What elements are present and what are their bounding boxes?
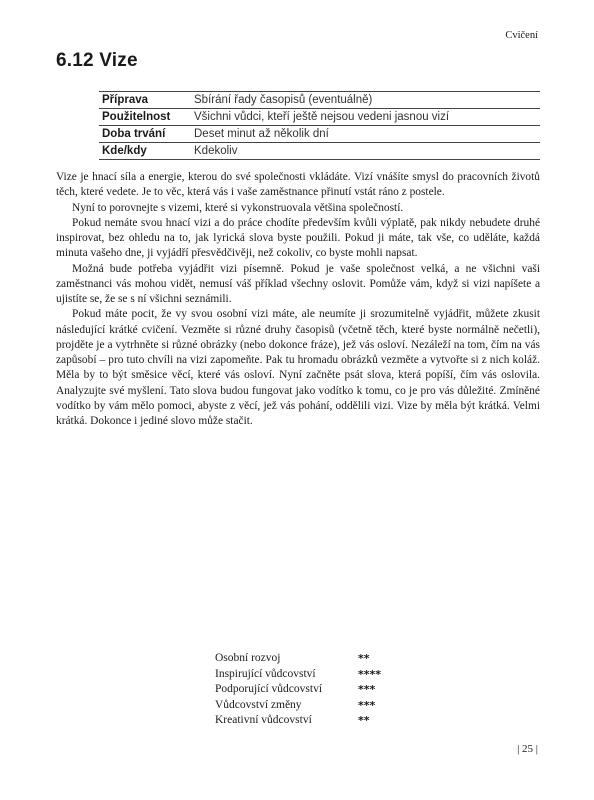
info-row-where-when <box>99 143 540 160</box>
body-text <box>56 170 540 429</box>
info-key: Kde/kdy <box>102 145 147 157</box>
paragraph: Pokud máte pocit, že vy svou osobní vizi máte, ale neumíte ji srozumitelně vyjádřit, můžete zkusit následující krátké cvičení. Vezměte si různé druhy časopisů (včetně těch, které byste normálně nečetli), projděte je a vytrhněte si různé obrázky (nebo dokonce fráze), jež vás osloví. Nezáleží na tom, čím na vás zapůsobí – pro tuto chvíli na vizi zapomeňte. Pak tu hromadu obrázků vezměte a vytvořte si z nich koláž. Měla by to být směsice věcí, které vás osloví. Nyní začněte psát slova, která popíší, čím vás oslovila. Analyzujte své myšlení. Tato slova budou fungovat jako vodítko k tomu, co je pro vás důležité. Zmíněné vodítko by vám mělo pomoci, abyste z věcí, jež vás pohání, oddělili vizi. Vize by měla být krátká. Velmi krátká. Dokonce i jediné slovo může stačit. <box>56 308 540 427</box>
rating-stars: ** <box>358 714 370 727</box>
page-number: | 25 | <box>517 743 538 755</box>
chapter-title: 6.12 Vize <box>56 50 138 71</box>
paragraph: Nyní to porovnejte s vizemi, které si vykonstruovala většina společností. <box>72 201 404 214</box>
rating-stars: *** <box>358 698 376 712</box>
info-value: Všichni vůdci, kteří ještě nejsou vedeni jasnou vizí <box>194 111 450 123</box>
skill-ratings <box>215 651 381 729</box>
paragraph: Vize je hnací síla a energie, kterou do své společnosti vkládáte. Vizí vnášíte smysl do pracovních životů těch, které vedete. Je to věc, která vás i vaše zaměstnance přinutí vstát ráno z postele. <box>56 171 540 199</box>
section-header-label: Cvičení <box>505 30 538 41</box>
info-key: Doba trvání <box>102 128 166 140</box>
rating-stars: ** <box>358 652 370 665</box>
info-value: Deset minut až několik dní <box>194 128 329 140</box>
info-row-duration <box>99 126 540 143</box>
rating-row <box>215 713 381 729</box>
rating-row <box>215 667 381 683</box>
paragraph: Pokud nemáte svou hnací vizi a do práce chodíte především kvůli výplatě, pak nikdy nebudete druhé inspirovat, bez ohledu na to, jak lyrická slova byste použili. Pokud ji máte, tak vše, co uděláte, každá minuta vašeho dne, ji vyjádří přesvědčivěji, než cokoliv, co byste mohli napsat. <box>56 216 540 260</box>
info-row-preparation <box>99 92 540 109</box>
rating-stars: *** <box>358 683 376 696</box>
rating-stars: **** <box>358 667 382 681</box>
rating-name: Podporující vůdcovství <box>215 683 323 695</box>
rating-row <box>215 682 381 698</box>
info-value: Sbírání řady časopisů (eventuálně) <box>194 94 373 106</box>
exercise-info-table <box>99 91 540 160</box>
paragraph: Možná bude potřeba vyjádřit vizi písemně. Pokud je vaše společnost velká, a ne všichni vaši zaměstnanci vás mohou vidět, nemusí váš příklad všechny oslovit. Pomůže vám, když si vizi napíšete a ujistíte se, že se s ní všichni seznámili. <box>56 262 540 305</box>
rating-name: Vůdcovství změny <box>215 698 302 711</box>
rating-name: Osobní rozvoj <box>215 652 281 664</box>
rating-name: Inspirující vůdcovství <box>215 667 316 680</box>
rating-row <box>215 651 381 667</box>
info-row-applicability <box>99 109 540 126</box>
info-key: Příprava <box>102 94 149 106</box>
rating-row <box>215 698 381 714</box>
info-key: Použitelnost <box>102 111 171 123</box>
info-value: Kdekoliv <box>194 145 238 157</box>
rating-name: Kreativní vůdcovství <box>215 714 312 726</box>
